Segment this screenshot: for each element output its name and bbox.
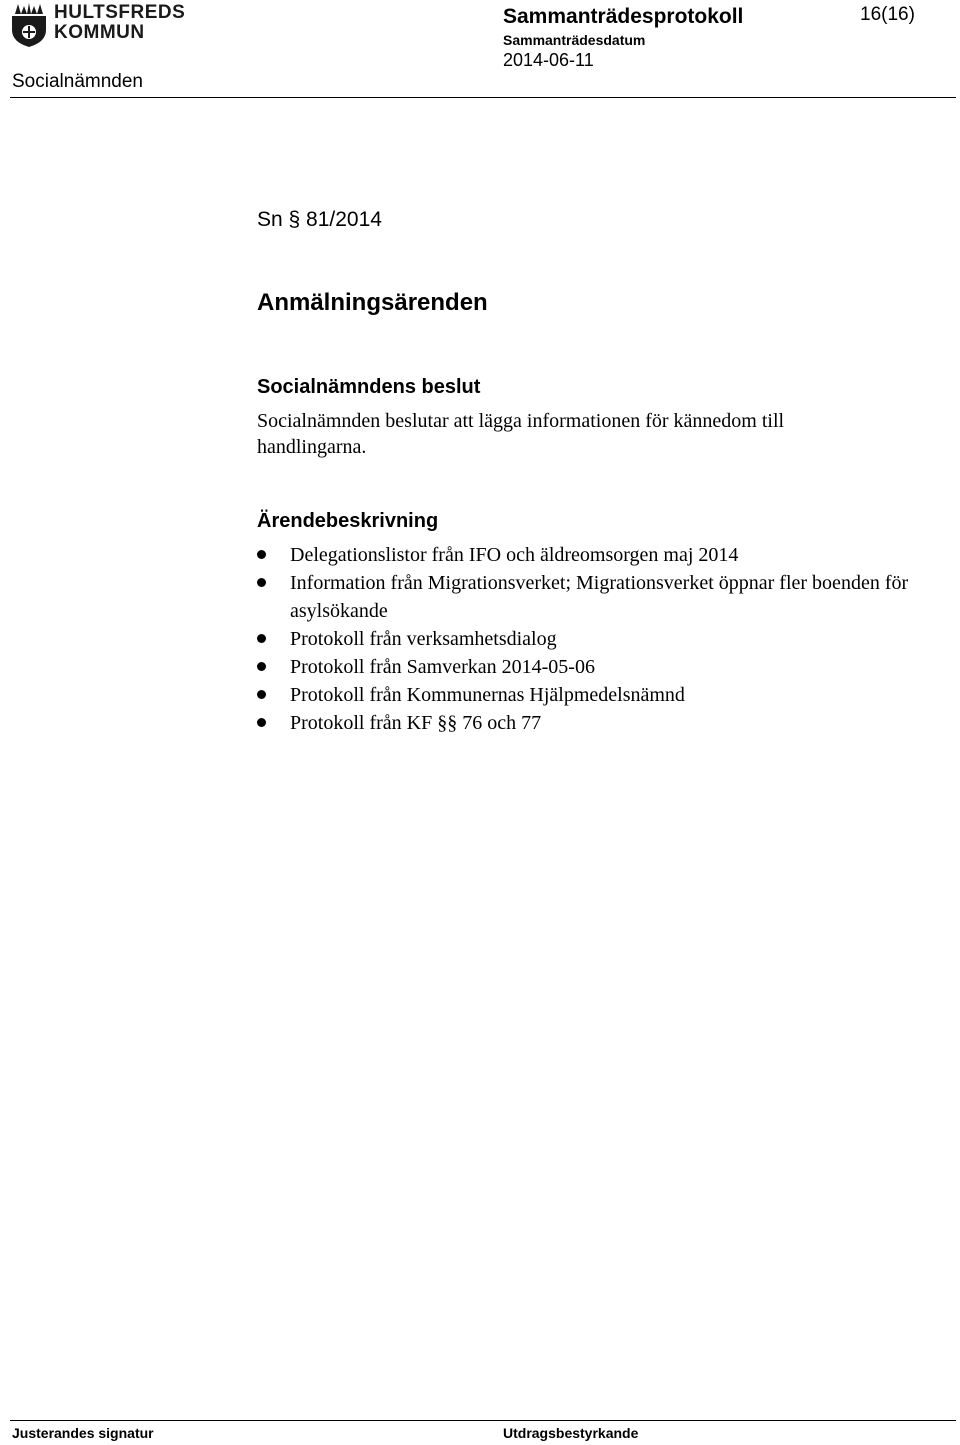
- list-item: [257, 653, 957, 681]
- municipality-logo: [10, 2, 190, 48]
- bullet-icon: [257, 662, 266, 671]
- footer-divider: [10, 1420, 956, 1421]
- description-heading: Ärendebeskrivning: [257, 510, 439, 532]
- decision-heading: Socialnämndens beslut: [257, 376, 481, 398]
- bullet-icon: [257, 578, 266, 587]
- document-title: Sammanträdesprotokoll: [503, 5, 744, 28]
- bullet-icon: [257, 718, 266, 727]
- bullet-icon: [257, 690, 266, 699]
- list-item-text: Protokoll från KF §§ 76 och 77: [290, 712, 542, 734]
- page-number: 16(16): [860, 4, 915, 25]
- decision-text: Socialnämnden beslutar att lägga informationen för kännedom till handlingarna.: [257, 410, 785, 458]
- certification-label: Utdragsbestyrkande: [503, 1425, 639, 1441]
- list-item-text: Delegationslistor från IFO och äldreomsorgen maj 2014: [290, 544, 739, 566]
- list-item-text: Protokoll från Samverkan 2014-05-06: [290, 656, 595, 678]
- item-heading: Anmälningsärenden: [257, 289, 488, 316]
- bullet-icon: [257, 634, 266, 643]
- logo-text-line1: HULTSFREDS: [54, 2, 186, 23]
- list-item-text: Protokoll från Kommunernas Hjälpmedelsnämnd: [290, 684, 685, 706]
- list-item: [257, 569, 957, 625]
- list-item-text: Information från Migrationsverket; Migrationsverket öppnar fler boenden för asylsökande: [290, 572, 909, 622]
- paragraph-number: Sn § 81/2014: [257, 208, 382, 231]
- list-item-text: Protokoll från verksamhetsdialog: [290, 628, 557, 650]
- bullet-icon: [257, 550, 266, 559]
- meeting-date-value: 2014-06-11: [503, 50, 594, 70]
- meeting-date-label: Sammanträdesdatum: [503, 32, 646, 48]
- list-item: [257, 681, 957, 709]
- organization-name: Socialnämnden: [12, 71, 143, 92]
- list-item: [257, 541, 957, 569]
- list-item: [257, 625, 957, 653]
- header-divider: [10, 97, 956, 98]
- signature-label: Justerandes signatur: [12, 1425, 154, 1441]
- description-list: [257, 541, 957, 737]
- list-item: [257, 709, 957, 737]
- coat-of-arms-icon: [10, 2, 48, 48]
- logo-text-line2: KOMMUN: [54, 22, 145, 43]
